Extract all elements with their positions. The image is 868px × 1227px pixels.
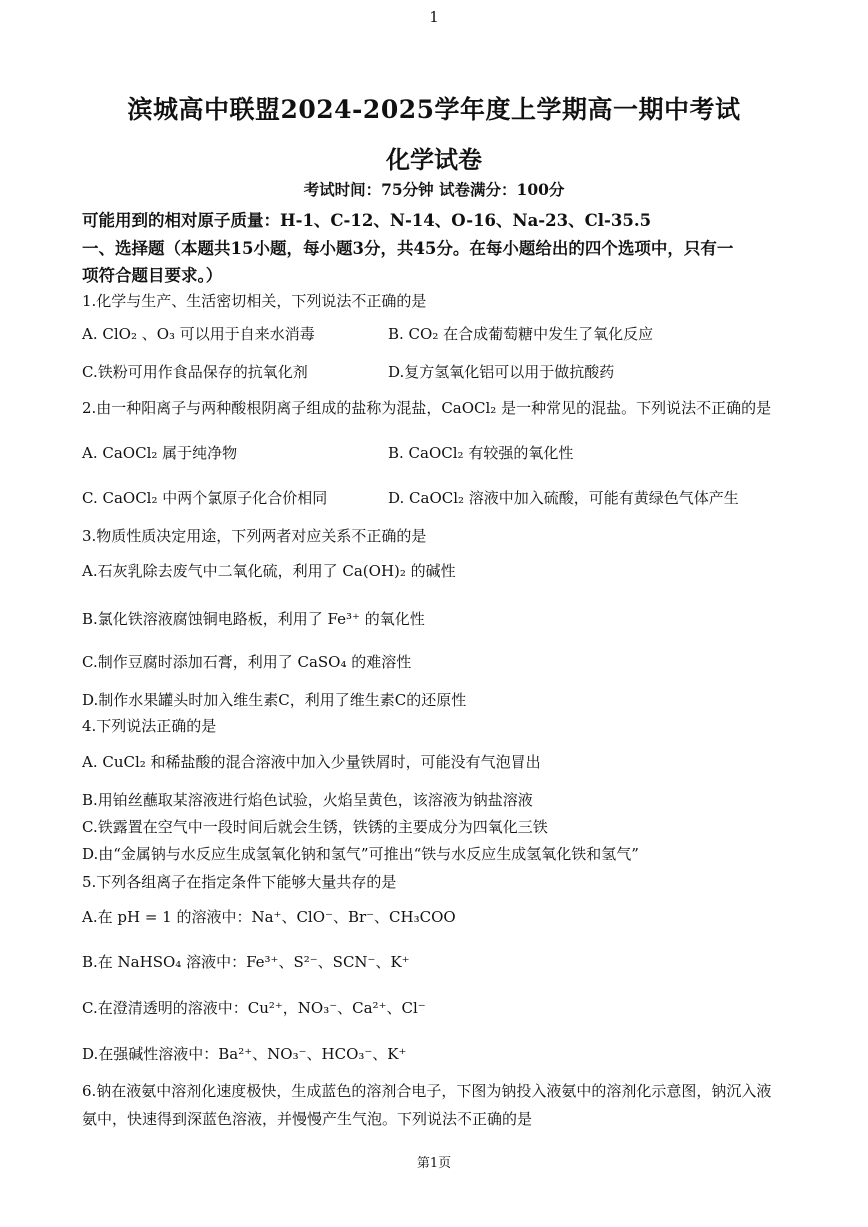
q1-option-a: A. ClO₂ 、O₃ 可以用于自来水消毒 xyxy=(82,325,315,343)
q4-option-c: C.铁露置在空气中一段时间后就会生锈，铁锈的主要成分为四氧化三铁 xyxy=(82,818,548,836)
q6-stem-line1: 6.钠在液氨中溶剂化速度极快，生成蓝色的溶剂合电子，下图为钠投入液氨中的溶剂化示意图，钠沉入液 xyxy=(82,1082,772,1100)
q4-option-a: A. CuCl₂ 和稀盐酸的混合溶液中加入少量铁屑时，可能没有气泡冒出 xyxy=(82,753,541,771)
q5-option-a: A.在 pH = 1 的溶液中：Na⁺、ClO⁻、Br⁻、CH₃COO xyxy=(82,908,456,926)
page-number-top: 1 xyxy=(429,8,439,26)
q3-stem: 3.物质性质决定用途，下列两者对应关系不正确的是 xyxy=(82,527,427,545)
q3-option-c: C.制作豆腐时添加石膏，利用了 CaSO₄ 的难溶性 xyxy=(82,653,412,671)
exam-title: 滨城高中联盟2024-2025学年度上学期高一期中考试 xyxy=(127,95,741,124)
q5-option-b: B.在 NaHSO₄ 溶液中：Fe³⁺、S²⁻、SCN⁻、K⁺ xyxy=(82,953,410,971)
q1-option-d: D.复方氢氧化铝可以用于做抗酸药 xyxy=(388,363,615,381)
page-footer: 第1页 xyxy=(416,1156,452,1171)
q4-option-b: B.用铂丝蘸取某溶液进行焰色试验，火焰呈黄色，该溶液为钠盐溶液 xyxy=(82,791,533,809)
section-header-line2: 项符合题目要求。） xyxy=(82,266,223,285)
q3-option-a: A.石灰乳除去废气中二氧化硫，利用了 Ca(OH)₂ 的碱性 xyxy=(82,562,456,580)
section-header-line1: 一、选择题（本题共15小题，每小题3分，共45分。在每小题给出的四个选项中，只有一 xyxy=(82,239,734,258)
q3-option-b: B.氯化铁溶液腐蚀铜电路板，利用了 Fe³⁺ 的氧化性 xyxy=(82,610,425,628)
q4-option-d: D.由“金属钠与水反应生成氢氧化钠和氢气”可推出“铁与水反应生成氢氧化铁和氢气” xyxy=(82,845,639,863)
q4-stem: 4.下列说法正确的是 xyxy=(82,717,217,735)
q1-option-c: C.铁粉可用作食品保存的抗氧化剂 xyxy=(82,363,308,381)
q2-option-c: C. CaOCl₂ 中两个氯原子化合价相同 xyxy=(82,489,328,507)
q6-stem-line2: 氨中，快速得到深蓝色溶液，并慢慢产生气泡。下列说法不正确的是 xyxy=(82,1110,533,1128)
q2-option-d: D. CaOCl₂ 溶液中加入硫酸，可能有黄绿色气体产生 xyxy=(388,489,739,507)
q5-stem: 5.下列各组离子在指定条件下能够大量共存的是 xyxy=(82,873,397,891)
q2-option-b: B. CaOCl₂ 有较强的氧化性 xyxy=(388,444,574,462)
q5-option-d: D.在强碱性溶液中：Ba²⁺、NO₃⁻、HCO₃⁻、K⁺ xyxy=(82,1045,407,1063)
q1-option-b: B. CO₂ 在合成葡萄糖中发生了氧化反应 xyxy=(388,325,654,343)
q1-stem: 1.化学与生产、生活密切相关，下列说法不正确的是 xyxy=(82,292,427,310)
exam-info: 考试时间：75分钟 试卷满分：100分 xyxy=(303,180,565,199)
atomic-masses: 可能用到的相对原子质量：H-1、C-12、N-14、O-16、Na-23、Cl-35.5 xyxy=(82,211,652,230)
q5-option-c: C.在澄清透明的溶液中：Cu²⁺，NO₃⁻、Ca²⁺、Cl⁻ xyxy=(82,999,426,1017)
q2-option-a: A. CaOCl₂ 属于纯净物 xyxy=(82,444,238,462)
q2-stem: 2.由一种阳离子与两种酸根阴离子组成的盐称为混盐，CaOCl₂ 是一种常见的混盐。下列说法不正确的是 xyxy=(82,399,772,417)
q3-option-d: D.制作水果罐头时加入维生素C，利用了维生素C的还原性 xyxy=(82,691,467,709)
exam-subtitle: 化学试卷 xyxy=(386,145,482,174)
